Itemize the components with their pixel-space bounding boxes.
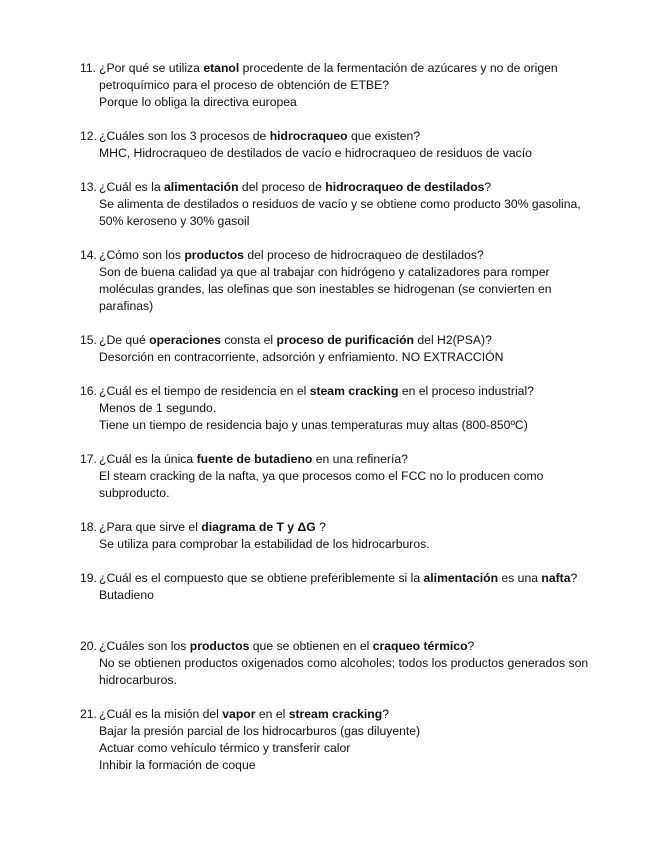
question-item-20 <box>80 638 600 689</box>
question-item-21 <box>80 706 600 774</box>
answer-line: Son de buena calidad ya que al trabajar con hidrógeno y catalizadores para romper moléculas grandes, las olefinas que son inestables se hidrogenan (se convierten en parafinas) <box>99 265 552 313</box>
question-text: ¿Por qué se utiliza etanol procedente de la fermentación de azúcares y no de origen petroquímico para el proceso de obtención de ETBE? <box>99 61 558 92</box>
answer-line: Bajar la presión parcial de los hidrocarburos (gas diluyente) <box>99 724 421 738</box>
question-item-17 <box>80 451 600 502</box>
question-number: 14. <box>80 248 97 262</box>
question-item-18 <box>80 519 600 553</box>
answer-line: Se alimenta de destilados o residuos de vacío y se obtiene como producto 30% gasolina, 50% keroseno y 30% gasoil <box>99 197 581 228</box>
question-item-19 <box>80 570 600 604</box>
question-item-14 <box>80 247 600 315</box>
question-text: ¿Cuál es el tiempo de residencia en el steam cracking en el proceso industrial? <box>99 384 534 398</box>
answer-line: Menos de 1 segundo. <box>99 401 217 415</box>
question-number: 15. <box>80 333 97 347</box>
answer-line: Desorción en contracorriente, adsorción y enfriamiento. NO EXTRACCIÓN <box>99 350 504 364</box>
question-item-15 <box>80 332 600 366</box>
question-text: ¿Cuáles son los 3 procesos de hidrocraqueo que existen? <box>99 129 421 143</box>
question-text: ¿Para que sirve el diagrama de T y ΔG ? <box>99 520 326 534</box>
question-number: 13. <box>80 180 97 194</box>
answer-line: No se obtienen productos oxigenados como alcoholes; todos los productos generados son hidrocarburos. <box>99 656 589 687</box>
question-item-11 <box>80 60 600 111</box>
question-number: 16. <box>80 384 97 398</box>
question-item-13 <box>80 179 600 230</box>
question-number: 12. <box>80 129 97 143</box>
question-number: 19. <box>80 571 97 585</box>
question-item-12 <box>80 128 600 162</box>
answer-line: Inhibir la formación de coque <box>99 758 256 772</box>
answer-line: Se utiliza para comprobar la estabilidad de los hidrocarburos. <box>99 537 430 551</box>
question-text: ¿Cuál es la única fuente de butadieno en una refinería? <box>99 452 408 466</box>
question-item-16 <box>80 383 600 434</box>
answer-line: Actuar como vehículo térmico y transferir calor <box>99 741 351 755</box>
question-text: ¿Cuál es la misión del vapor en el stream cracking? <box>99 707 389 721</box>
answer-line: Porque lo obliga la directiva europea <box>99 95 297 109</box>
question-number: 21. <box>80 707 97 721</box>
answer-line: Tiene un tiempo de residencia bajo y unas temperaturas muy altas (800-850ºC) <box>99 418 528 432</box>
answer-line: Butadieno <box>99 588 154 602</box>
answer-line: MHC, Hidrocraqueo de destilados de vacío e hidrocraqueo de residuos de vacío <box>99 146 532 160</box>
question-text: ¿De qué operaciones consta el proceso de purificación del H2(PSA)? <box>99 333 492 347</box>
question-text: ¿Cómo son los productos del proceso de hidrocraqueo de destilados? <box>99 248 484 262</box>
question-number: 20. <box>80 639 97 653</box>
question-text: ¿Cuál es la alimentación del proceso de hidrocraqueo de destilados? <box>99 180 492 194</box>
question-number: 17. <box>80 452 97 466</box>
question-text: ¿Cuáles son los productos que se obtienen en el craqueo térmico? <box>99 639 475 653</box>
question-number: 18. <box>80 520 97 534</box>
question-number: 11. <box>80 61 97 75</box>
question-text: ¿Cuál es el compuesto que se obtiene preferiblemente si la alimentación es una nafta? <box>99 571 578 585</box>
answer-line: El steam cracking de la nafta, ya que procesos como el FCC no lo producen como subproducto. <box>99 469 544 500</box>
